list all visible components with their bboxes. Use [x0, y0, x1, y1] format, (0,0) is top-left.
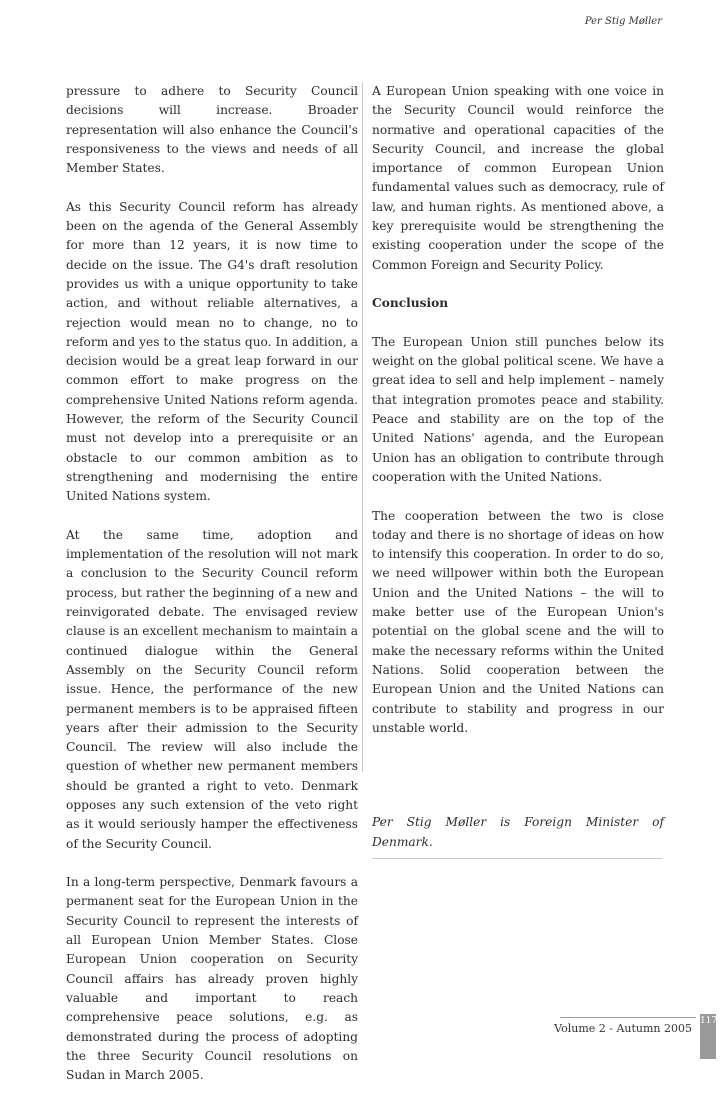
left-column	[66, 82, 358, 1105]
paragraph: At the same time, adoption and implementation of the resolution will not mark a conclusion to the Security Council reform process, but rather the beginning of a new and reinvigorated debate. The envisaged review clause is an excellent mechanism to maintain a continued dialogue within the General Assembly on the Security Council reform issue. Hence, the performance of the new permanent members is to be appraised fifteen years after their admission to the Security Council. The review will also include the question of whether new permanent members should be granted a right to veto. Denmark opposes any such extension of the veto right as it would seriously hamper the effectiveness of the Security Council.	[66, 527, 358, 851]
footer-rule	[560, 1017, 696, 1018]
paragraph: The cooperation between the two is close today and there is no shortage of ideas on how to intensify this cooperation. In order to do so, we need willpower within both the European Union and the United Nations – the will to make better use of the European Union's potential on the global scene and the will to make the necessary reforms within the United Nations. Solid cooperation between the European Union and the United Nations can contribute to stability and progress in our unstable world.	[372, 508, 664, 735]
running-header-author: Per Stig Møller	[584, 16, 662, 27]
column-divider	[362, 82, 363, 772]
paragraph: As this Security Council reform has already been on the agenda of the General Assembly for more than 12 years, it is now time to decide on the issue. The G4's draft resolution provides us with a unique opportunity to take action, and without reliable alternatives, a rejection would mean no to change, no to reform and yes to the status quo. In addition, a decision would be a great leap forward in our common effort to make progress on the comprehensive United Nations reform agenda. However, the reform of the Security Council must not develop into a prerequisite or an obstacle to our common ambition as to strengthening and modernising the entire United Nations system.	[66, 199, 358, 504]
section-heading: Conclusion	[372, 296, 449, 311]
author-signoff: Per Stig Møller is Foreign Minister of Denmark.	[372, 815, 664, 849]
right-column	[372, 82, 664, 859]
paragraph: pressure to adhere to Security Council decisions will increase. Broader representation will also enhance the Council's responsiveness to the views and needs of all Member States.	[66, 84, 358, 176]
paragraph: In a long-term perspective, Denmark favours a permanent seat for the European Union in the Security Council to represent the interests of all European Union Member States. Close European Union cooperation on Security Council affairs has already proven highly valuable and important to reach comprehensive peace solutions, e.g. as demonstrated during the process of adopting the three Security Council resolutions on Sudan in March 2005.	[66, 875, 358, 1083]
signoff-rule	[372, 858, 662, 859]
paragraph: A European Union speaking with one voice in the Security Council would reinforce the normative and operational capacities of the Security Council, and increase the global importance of common European Union fundamental values such as democracy, rule of law, and human rights. As mentioned above, a key prerequisite would be strengthening the existing cooperation under the scope of the Common Foreign and Security Policy.	[372, 84, 664, 272]
page-number: 117	[700, 1014, 716, 1059]
spacer	[372, 757, 664, 813]
footer-volume: Volume 2 - Autumn 2005	[554, 1022, 692, 1035]
paragraph: The European Union still punches below its weight on the global political scene. We have a great idea to sell and help implement – namely that integration promotes peace and stability. Peace and stability are on the top of the United Nations' agenda, and the European Union has an obligation to contribute through cooperation with the United Nations.	[372, 334, 664, 484]
